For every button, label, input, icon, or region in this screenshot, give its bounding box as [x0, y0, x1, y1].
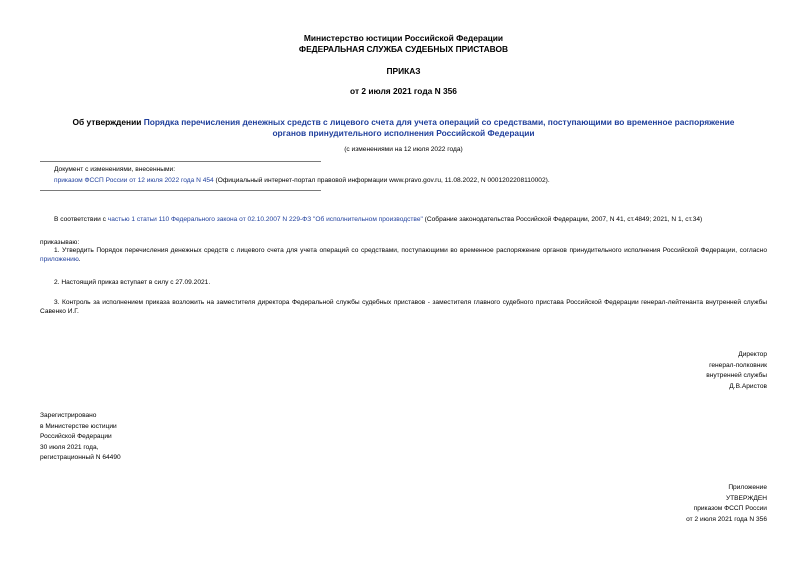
basis-prefix: В соответствии с [54, 216, 108, 223]
appendix-date: от 2 июля 2021 года N 356 [686, 515, 767, 523]
item1-text: 1. Утвердить Порядок перечисления денежных средств с лицевого счета для учета операций со средствами, поступающими во временное распоряжение органов принудительного исполнения Российской Федерации, согласно [54, 247, 767, 254]
document-header [0, 33, 807, 54]
signature-name: Д.В.Аристов [729, 382, 767, 390]
signature-block [560, 350, 767, 392]
amendment-rest: (Официальный интернет-портал правовой информации www.pravo.gov.ru, 11.08.2022, N 0001202208110002). [213, 177, 550, 184]
order-item-2: 2. Настоящий приказ вступает в силу с 27.09.2021. [54, 279, 211, 286]
registration-line-3: Российской Федерации [40, 433, 112, 440]
changes-note: (с изменениями на 12 июля 2022 года) [344, 146, 463, 153]
order-item-1 [40, 246, 767, 264]
divider-top [40, 161, 321, 162]
title-link[interactable]: Порядка перечисления денежных средств с лицевого счета для учета операций со средствами, поступающими во временное распоряжение [143, 117, 735, 127]
appendix-approved: УТВЕРЖДЕН [725, 494, 767, 502]
ministry-name: Министерство юстиции Российской Федерации [303, 33, 504, 43]
document-title [40, 117, 767, 138]
signature-rank: генерал-полковник [709, 361, 767, 369]
amendment-entry [54, 176, 774, 185]
title-link-line2[interactable]: органов принудительного исполнения Российской Федерации [272, 127, 535, 138]
basis-link[interactable]: частью 1 статьи 110 Федерального закона от 02.10.2007 N 229-ФЗ "Об исполнительном производстве" [107, 216, 423, 223]
title-prefix: Об утверждении [72, 117, 144, 127]
item1-end: . [78, 256, 81, 263]
amendment-link[interactable]: приказом ФССП России от 12 июля 2022 года N 454 [54, 177, 214, 184]
appendix-label: Приложение [728, 484, 767, 491]
doc-date-number: от 2 июля 2021 года N 356 [350, 86, 457, 96]
amendment-label: Документ с изменениями, внесенными: [54, 166, 176, 173]
basis-paragraph [54, 215, 774, 224]
registration-block [40, 411, 300, 464]
appendix-link[interactable]: приложению [40, 256, 79, 263]
order-item-3: 3. Контроль за исполнением приказа возложить на заместителя директора Федеральной службы судебных приставов - заместителя главного судебного пристава Российской Федерации генерал-лейтенанта внутренней службы Савенко И.Г. [40, 299, 767, 315]
registration-number: регистрационный N 64490 [40, 454, 121, 461]
appendix-block [560, 483, 767, 525]
basis-rest: (Собрание законодательства Российской Федерации, 2007, N 41, ст.4849; 2021, N 1, ст.34) [422, 216, 703, 223]
service-name: ФЕДЕРАЛЬНАЯ СЛУЖБА СУДЕБНЫХ ПРИСТАВОВ [298, 43, 509, 54]
registration-line-1: Зарегистрировано [40, 412, 97, 419]
registration-line-2: в Министерстве юстиции [40, 422, 117, 430]
divider-bottom [40, 190, 321, 191]
signature-position: Директор [738, 351, 767, 358]
doc-type: ПРИКАЗ [386, 66, 421, 76]
order-word: приказываю: [40, 239, 80, 246]
signature-service: внутренней службы [706, 372, 767, 379]
appendix-order: приказом ФССП России [693, 505, 767, 512]
registration-line-4: 30 июля 2021 года, [40, 443, 99, 451]
